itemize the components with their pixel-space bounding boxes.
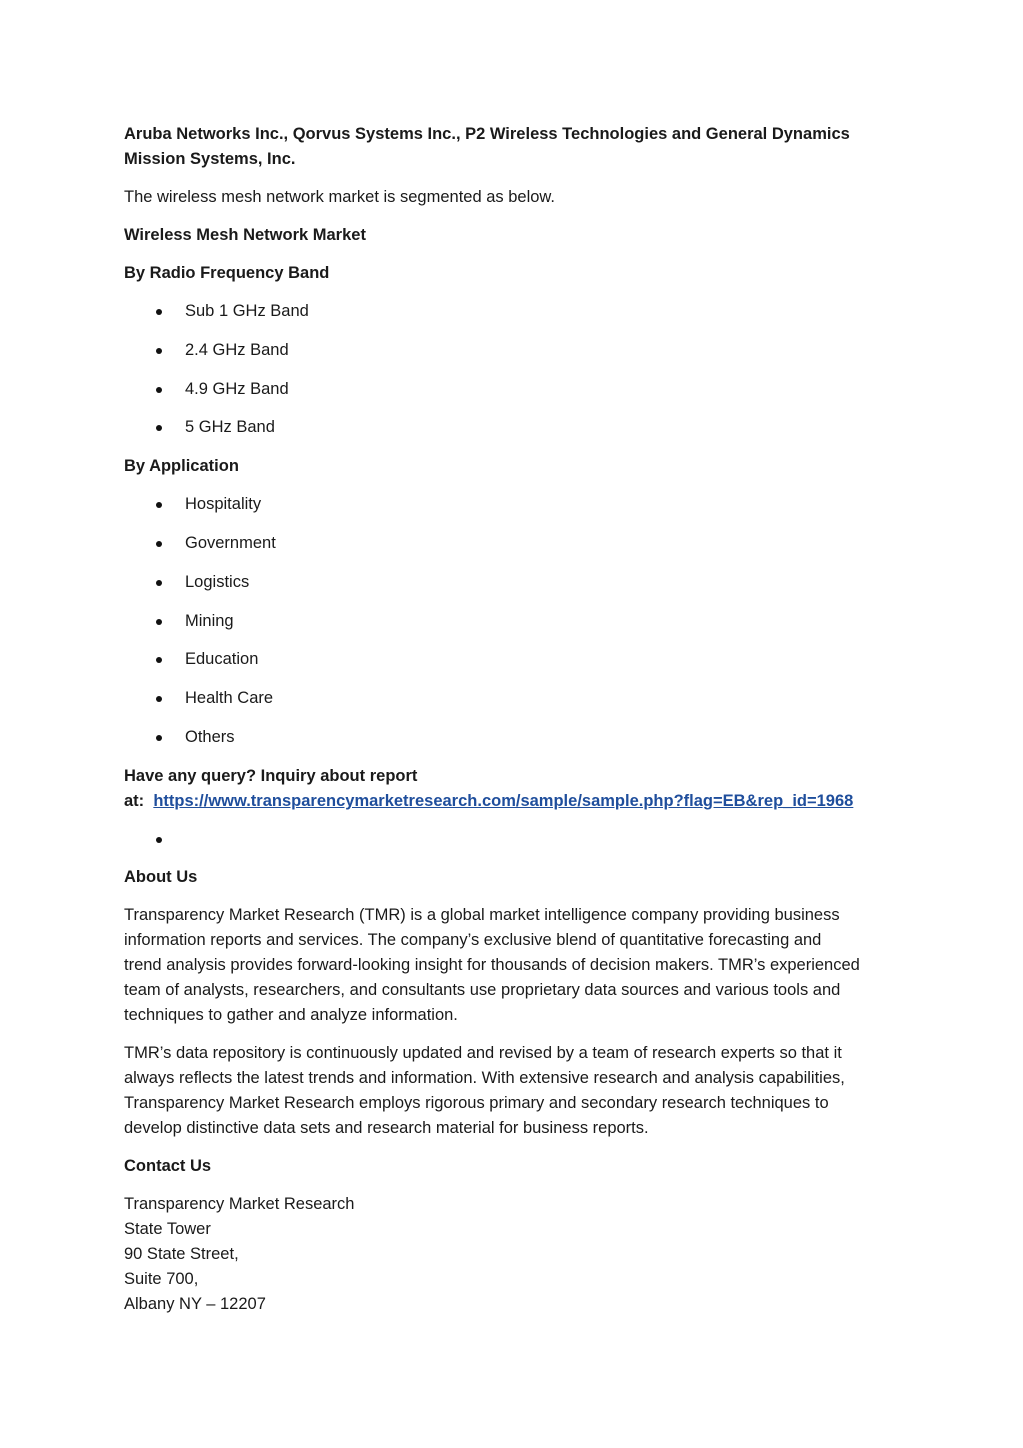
address-line: State Tower	[124, 1219, 211, 1238]
list-item	[124, 725, 904, 750]
paragraph-line: Transparency Market Research (TMR) is a global market intelligence company providing business	[124, 905, 840, 924]
band-label: 5 GHz Band	[185, 418, 275, 437]
band-list	[124, 299, 904, 440]
application-label: Mining	[185, 611, 234, 630]
list-item	[124, 686, 904, 711]
bullet-icon	[156, 309, 162, 315]
bullet-icon	[156, 502, 162, 508]
bullet-icon	[156, 735, 162, 741]
about-paragraph-1	[124, 903, 904, 1028]
application-label: Health Care	[185, 689, 274, 708]
address-line: Transparency Market Research	[124, 1194, 355, 1213]
bullet-icon	[156, 657, 162, 663]
list-item	[124, 492, 904, 517]
address-line: Albany NY – 12207	[124, 1294, 266, 1313]
list-item	[124, 647, 904, 672]
list-item	[124, 609, 904, 634]
application-list	[124, 492, 904, 750]
paragraph-line: trend analysis provides forward-looking insight for thousands of decision makers. TMR’s experienced	[124, 955, 860, 974]
segmented-text: The wireless mesh network market is segmented as below.	[124, 188, 556, 206]
empty-list-item	[124, 827, 904, 852]
application-label: Education	[185, 650, 259, 669]
list-item	[124, 299, 904, 324]
companies-paragraph	[124, 122, 904, 172]
bullet-icon	[156, 425, 162, 431]
paragraph-line: TMR’s data repository is continuously updated and revised by a team of research experts so that it	[124, 1043, 842, 1062]
companies-line-2: Mission Systems, Inc.	[124, 150, 296, 168]
address-line: Suite 700,	[124, 1269, 199, 1288]
paragraph-line: always reflects the latest trends and information. With extensive research and analysis capabilities,	[124, 1068, 845, 1087]
application-label: Government	[185, 533, 276, 552]
about-paragraph-2	[124, 1041, 904, 1141]
address-line: 90 State Street,	[124, 1244, 239, 1263]
market-title: Wireless Mesh Network Market	[124, 226, 366, 244]
application-label: Others	[185, 727, 235, 746]
sample-report-link[interactable]: https://www.transparencymarketresearch.com/sample/sample.php?flag=EB&rep_id=1968	[153, 791, 854, 810]
query-text: Have any query? Inquiry about report	[124, 766, 418, 785]
about-heading: About Us	[124, 867, 198, 886]
band-label: 4.9 GHz Band	[185, 379, 289, 398]
by-application-heading: By Application	[124, 457, 239, 476]
bullet-icon	[156, 387, 162, 393]
bullet-icon	[156, 837, 162, 843]
band-label: Sub 1 GHz Band	[185, 302, 309, 320]
application-label: Hospitality	[185, 495, 262, 514]
application-label: Logistics	[185, 572, 250, 591]
list-item	[124, 570, 904, 595]
list-item	[124, 531, 904, 556]
contact-address	[124, 1192, 904, 1317]
paragraph-line: techniques to gather and analyze information.	[124, 1005, 458, 1024]
companies-line-1: Aruba Networks Inc., Qorvus Systems Inc., P2 Wireless Technologies and General Dynamics	[124, 125, 850, 143]
query-block	[124, 764, 904, 814]
bullet-icon	[156, 541, 162, 547]
query-prefix: at:	[124, 791, 145, 810]
by-band-heading: By Radio Frequency Band	[124, 264, 330, 282]
paragraph-line: team of analysts, researchers, and consultants use proprietary data sources and various tools and	[124, 980, 841, 999]
paragraph-line: Transparency Market Research employs rigorous primary and secondary research techniques to	[124, 1093, 829, 1112]
list-item	[124, 415, 904, 440]
list-item	[124, 377, 904, 402]
band-label: 2.4 GHz Band	[185, 340, 289, 359]
list-item	[124, 338, 904, 363]
paragraph-line: information reports and services. The company’s exclusive blend of quantitative forecasting and	[124, 930, 822, 949]
query-link-line	[124, 789, 904, 814]
bullet-icon	[156, 696, 162, 702]
bullet-icon	[156, 580, 162, 586]
paragraph-line: develop distinctive data sets and research material for business reports.	[124, 1118, 649, 1137]
document-page	[124, 122, 904, 1317]
bullet-icon	[156, 348, 162, 354]
contact-heading: Contact Us	[124, 1156, 212, 1175]
bullet-icon	[156, 619, 162, 625]
